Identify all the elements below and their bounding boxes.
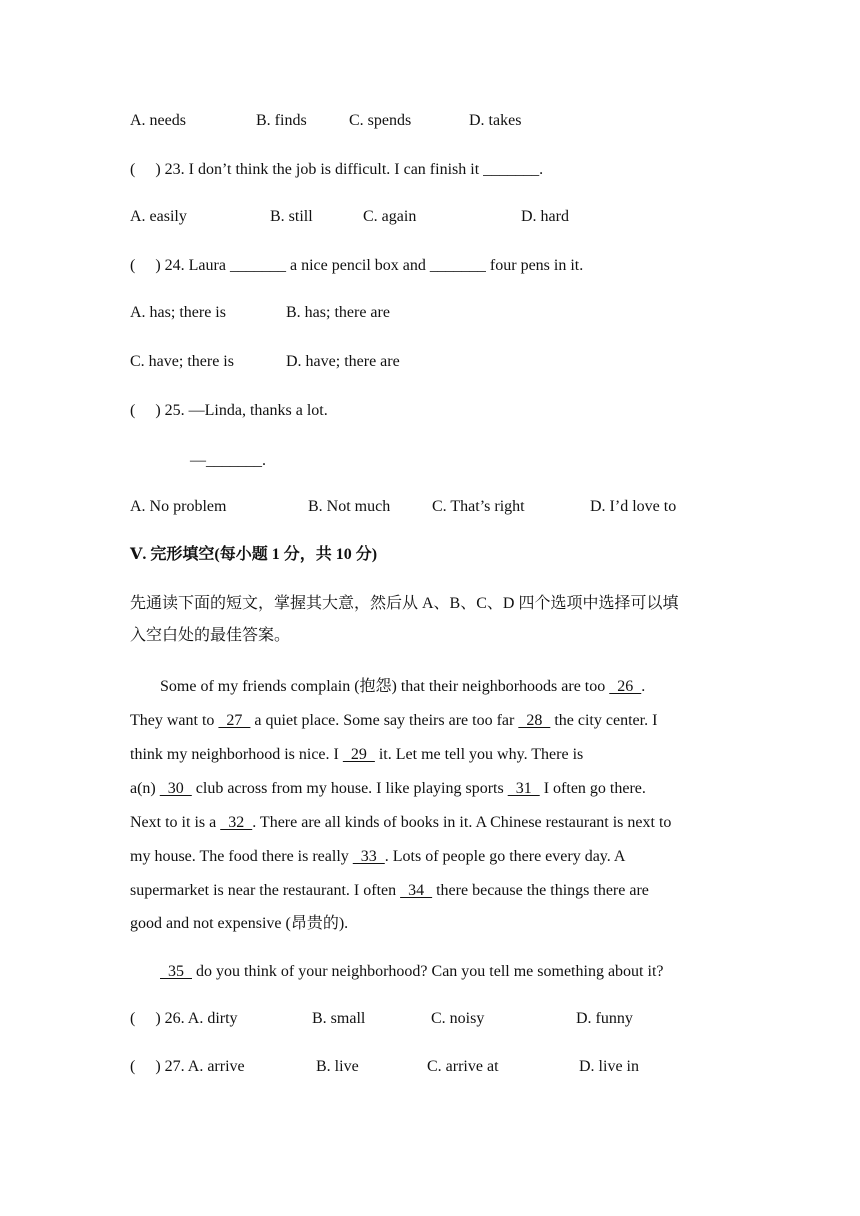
passage-line: good and not expensive (昂贵的).: [130, 915, 349, 932]
option-c: C. noisy: [431, 1010, 485, 1027]
option-b: B. live: [316, 1058, 359, 1075]
passage-text: They want to: [130, 712, 215, 729]
option-d: D. takes: [469, 112, 522, 129]
option-b: B. still: [270, 208, 313, 225]
question-24-stem: ( ) 24. Laura _______ a nice pencil box and _______ four pens in it.: [130, 257, 584, 274]
question-26-stem: ( ) 26. A. dirty: [130, 1010, 238, 1027]
passage-text: think my neighborhood is nice. I: [130, 746, 339, 763]
passage-line: [130, 711, 657, 731]
option-b: B. small: [312, 1010, 366, 1027]
passage-line: [130, 813, 671, 833]
section-instruction-line-2: 入空白处的最佳答案。: [130, 627, 291, 644]
passage-text: it. Let me tell you why. There is: [374, 746, 584, 763]
option-d: D. have; there are: [286, 353, 400, 370]
blank-31: 31: [507, 780, 540, 797]
option-a: A. easily: [130, 208, 187, 225]
passage-text: my house. The food there is really: [130, 848, 349, 865]
question-27-stem: ( ) 27. A. arrive: [130, 1058, 245, 1075]
option-d: D. live in: [579, 1058, 639, 1075]
question-25-reply: —_______.: [190, 452, 266, 469]
passage-text: the city center. I: [550, 712, 658, 729]
passage-text: a(n): [130, 780, 156, 797]
option-c: C. arrive at: [427, 1058, 499, 1075]
passage-text: . Lots of people go there every day. A: [384, 848, 626, 865]
blank-29: 29: [342, 746, 375, 763]
passage-text: Some of my friends complain (抱怨) that their neighborhoods are too: [160, 678, 606, 695]
passage-line: [130, 745, 583, 765]
option-c: C. spends: [349, 112, 412, 129]
option-c: C. That’s right: [432, 498, 525, 515]
option-b: B. Not much: [308, 498, 391, 515]
option-d: D. hard: [521, 208, 569, 225]
blank-33: 33: [352, 848, 385, 865]
passage-text: .: [641, 678, 646, 695]
option-a: A. has; there is: [130, 304, 226, 321]
option-c: C. have; there is: [130, 353, 234, 370]
blank-26: 26: [609, 678, 642, 695]
option-a: A. needs: [130, 112, 186, 129]
passage-text: club across from my house. I like playing sports: [191, 780, 504, 797]
passage-text: a quiet place. Some say theirs are too far: [250, 712, 515, 729]
passage-text: there because the things there are: [432, 882, 649, 899]
blank-27: 27: [218, 712, 251, 729]
section-instruction-line-1: 先通读下面的短文，掌握其大意，然后从 A、B、C、D 四个选项中选择可以填: [130, 595, 679, 612]
blank-32: 32: [220, 814, 253, 831]
passage-line: [130, 847, 625, 867]
option-d: D. I’d love to: [590, 498, 677, 515]
passage-line: [130, 779, 646, 799]
blank-30: 30: [159, 780, 192, 797]
passage-text: supermarket is near the restaurant. I often: [130, 882, 397, 899]
passage-line: [160, 677, 645, 697]
option-d: D. funny: [576, 1010, 633, 1027]
blank-34: 34: [400, 882, 433, 899]
passage-text: I often go there.: [539, 780, 646, 797]
question-25-stem: ( ) 25. —Linda, thanks a lot.: [130, 402, 328, 419]
passage-line: [160, 962, 663, 982]
passage-text: do you think of your neighborhood? Can you tell me something about it?: [192, 963, 664, 980]
blank-28: 28: [518, 712, 551, 729]
blank-35: 35: [160, 963, 192, 980]
passage-line: [130, 881, 649, 901]
passage-text: . There are all kinds of books in it. A Chinese restaurant is next to: [252, 814, 672, 831]
passage-text: Next to it is a: [130, 814, 217, 831]
option-b: B. finds: [256, 112, 307, 129]
option-b: B. has; there are: [286, 304, 390, 321]
option-c: C. again: [363, 208, 417, 225]
section-title: Ⅴ. 完形填空(每小题 1 分，共 10 分): [130, 546, 378, 563]
question-23-stem: ( ) 23. I don’t think the job is difficult. I can finish it _______.: [130, 161, 544, 178]
option-a: A. No problem: [130, 498, 227, 515]
